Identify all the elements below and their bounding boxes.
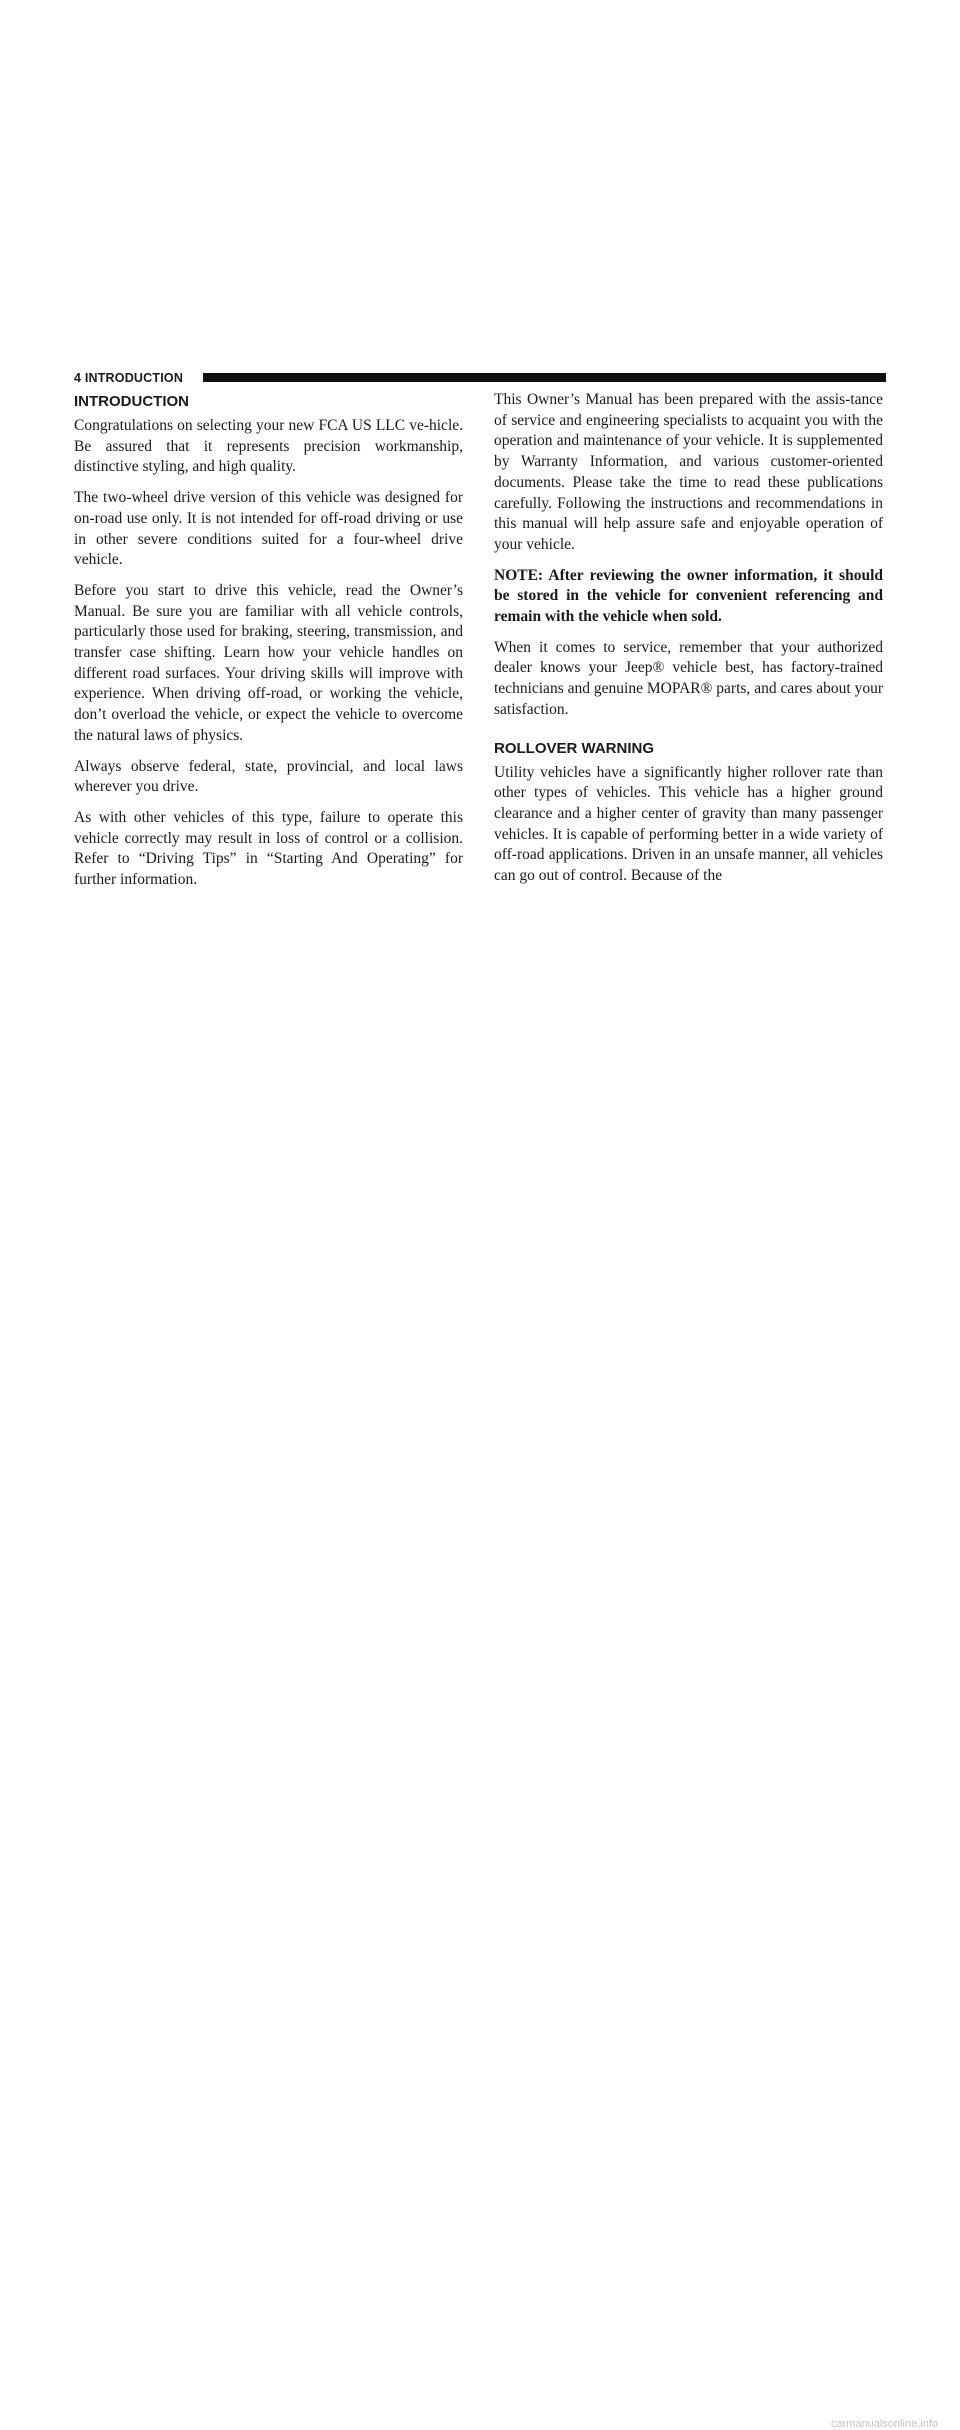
header-rule (203, 373, 886, 382)
paragraph-observe-laws: Always observe federal, state, provincial, and local laws wherever you drive. (74, 757, 463, 796)
footer-area (0, 1196, 960, 2430)
footer-watermark: carmanualsonline.info (830, 2418, 938, 2430)
note-paragraph: NOTE: After reviewing the owner information, it should be stored in the vehicle for convenient referencing and remain with the vehicle when sold. (494, 566, 883, 626)
page-number-section-label: 4 INTRODUCTION (74, 371, 184, 385)
paragraph-before-you-start: Before you start to drive this vehicle, read the Owner’s Manual. Be sure you are familiar with all vehicle controls, particularly those used for braking, steering, transmission, and transfer case shifting. Learn how your vehicle handles on different road surfaces. Your driving skills will improve with experience. When driving off-road, or working the vehicle, don’t overload the vehicle, or expect the vehicle to overcome the natural laws of physics. (74, 581, 463, 744)
paragraph-owners-manual: This Owner’s Manual has been prepared with the assis-tance of service and engineering specialists to acquaint you with the operation and maintenance of your vehicle. It is supplemented by Warranty Information, and various customer-oriented documents. Please take the time to read these publications carefully. Following the instructions and recommendations in this manual will help assure safe and enjoyable operation of your vehicle. (494, 391, 883, 553)
section-heading-introduction: INTRODUCTION (74, 393, 189, 410)
paragraph-two-wheel-drive: The two-wheel drive version of this vehicle was designed for on-road use only. It is not intended for off-road driving or use in other severe conditions suited for a four-wheel drive vehicle. (74, 489, 463, 569)
right-column (494, 390, 883, 897)
paragraph-rollover: Utility vehicles have a significantly higher rollover rate than other types of vehicles. This vehicle has a higher ground clearance and a higher center of gravity than many passenger vehicles. It is capable of performing better in a wide variety of off-road applications. Driven in an unsafe manner, all vehicles can go out of control. Because of the (494, 763, 883, 885)
section-heading-rollover-warning: ROLLOVER WARNING (494, 739, 654, 757)
paragraph-congratulations: Congratulations on selecting your new FCA US LLC ve-hicle. Be assured that it represents precision workmanship, distinctive styling, and high quality. (74, 417, 463, 476)
left-column (74, 392, 463, 901)
paragraph-dealer: When it comes to service, remember that your authorized dealer knows your Jeep® vehicle best, has factory-trained technicians and genuine MOPAR® parts, and cares about your satisfaction. (494, 638, 883, 718)
page-header (74, 371, 886, 385)
paragraph-failure-to-operate: As with other vehicles of this type, failure to operate this vehicle correctly may result in loss of control or a collision. Refer to “Driving Tips” in “Starting And Operating” for further information. (74, 808, 463, 889)
